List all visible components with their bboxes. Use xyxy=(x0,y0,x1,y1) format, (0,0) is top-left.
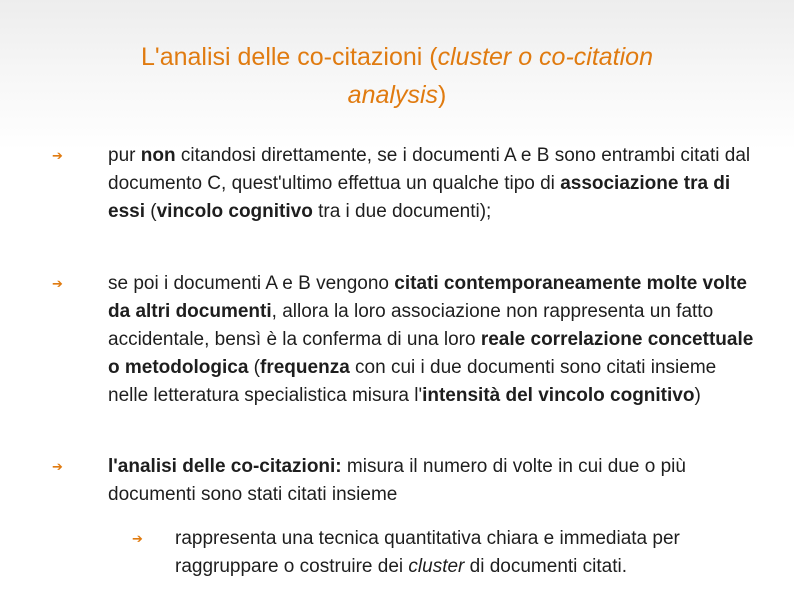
bullet-text-segment: citandosi direttamente, se i documenti A e B sono entrambi citati dal documento C, quest'ultimo effettua un qualche tipo di xyxy=(108,145,751,194)
bullet-2 xyxy=(108,270,758,410)
bullet-text-segment: pur xyxy=(108,145,141,166)
arrow-right-icon: ➔ xyxy=(132,531,143,546)
bullet-text-segment: con cui i due documenti sono citati insieme nelle letteratura specialistica misura l' xyxy=(108,357,717,406)
bullet-text-segment: ( xyxy=(144,201,157,222)
bullet-text-segment: vincolo cognitivo xyxy=(156,201,313,222)
bullet-text-segment: tra i due documenti); xyxy=(312,201,492,222)
bullet-text-segment: cluster xyxy=(408,556,465,577)
title-text-end: ) xyxy=(438,81,447,109)
bullet-text-segment: reale correlazione concettuale o metodologica xyxy=(108,329,754,378)
bullet-text-segment: non xyxy=(140,145,176,166)
bullet-text-segment: rappresenta una tecnica quantitativa chiara e immediata per raggruppare o costruire dei xyxy=(175,528,680,577)
arrow-right-icon: ➔ xyxy=(52,276,63,291)
bullet-text-segment: associazione tra di essi xyxy=(108,173,731,222)
bullet-text-segment: citati contemporaneamente molte volte da altri documenti xyxy=(108,273,747,322)
title-italic-first: cluster o co-citation xyxy=(437,43,653,71)
bullet-text-segment: , allora la loro associazione non rappresenta un fatto accidentale, bensì è la conferma di una loro xyxy=(108,301,714,350)
bullet-text-segment: frequenza xyxy=(260,357,350,378)
bullet-1 xyxy=(108,142,758,226)
bullet-text-segment: di documenti citati. xyxy=(464,556,628,577)
bullet-text-segment: se poi i documenti A e B vengono xyxy=(108,273,395,294)
bullet-text-segment: intensità del vincolo cognitivo xyxy=(422,385,695,406)
bullet-3 xyxy=(108,453,758,509)
arrow-right-icon: ➔ xyxy=(52,148,63,163)
arrow-right-icon: ➔ xyxy=(52,459,63,474)
sub-bullet-1 xyxy=(175,525,755,581)
title-italic-second: analysis xyxy=(347,81,438,109)
slide-title xyxy=(40,38,754,114)
bullet-text-segment: ( xyxy=(248,357,261,378)
title-text-start: L'analisi delle co-citazioni ( xyxy=(141,43,438,71)
bullet-text-segment: ) xyxy=(694,385,701,406)
bullet-text-segment: misura il numero di volte in cui due o più documenti sono stati citati insieme xyxy=(108,456,686,505)
bullet-text-segment: l'analisi delle co-citazioni: xyxy=(108,456,342,477)
